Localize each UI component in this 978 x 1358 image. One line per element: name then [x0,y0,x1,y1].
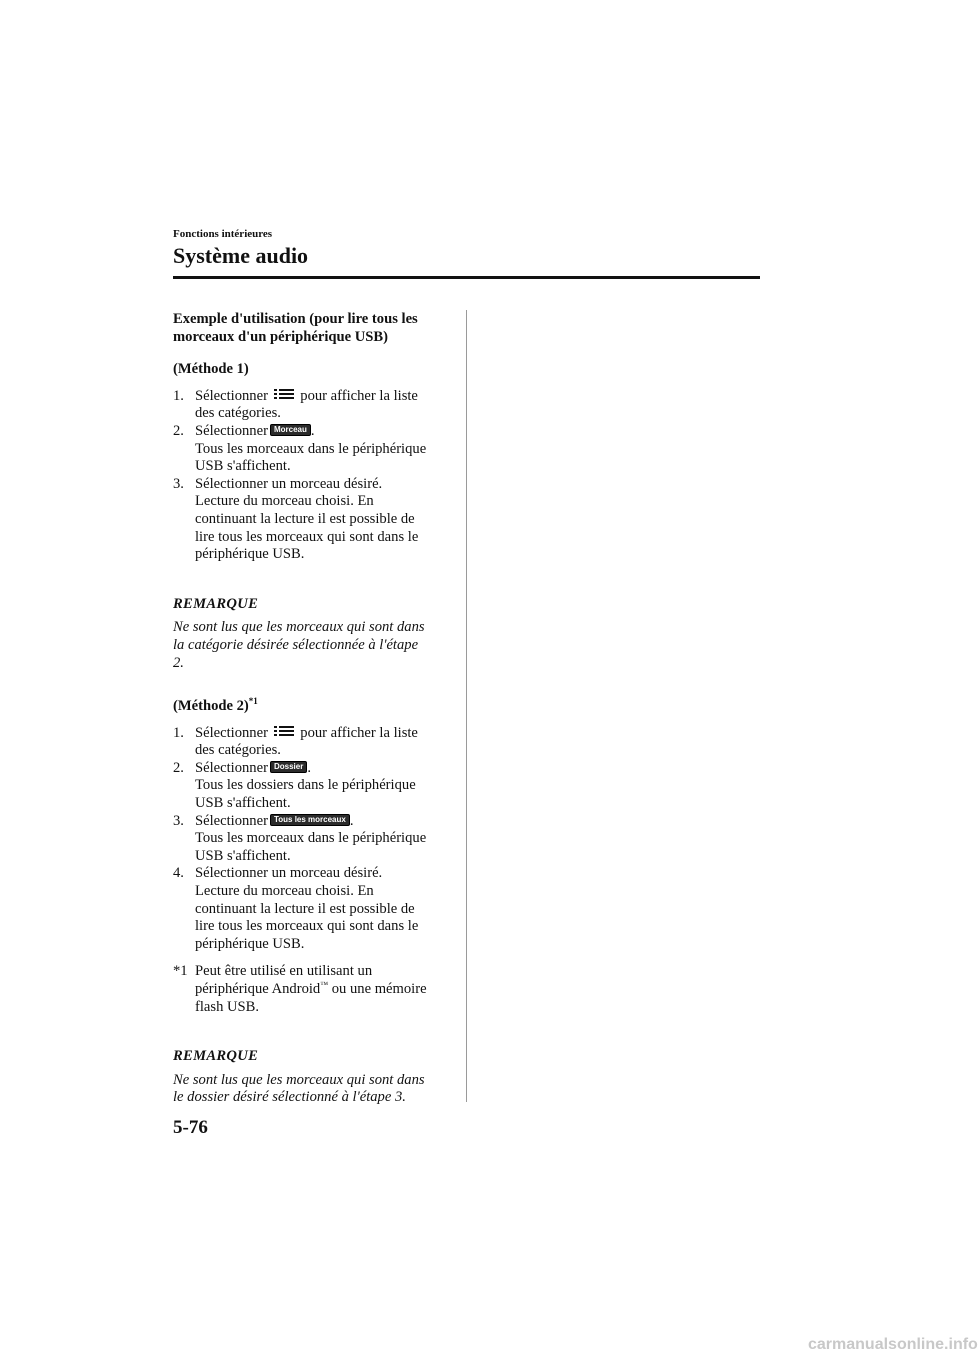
page-number: 5-76 [173,1117,208,1138]
footnote: *1 Peut être utilisé en utilisant un périphérique Android™ ou une mémoire flash USB. [173,963,427,1015]
watermark: carmanualsonline.info [808,1336,978,1353]
note-1-title: REMARQUE [173,595,259,612]
list-icon [274,388,294,401]
note-2-title: REMARQUE [173,1048,259,1065]
method-1-steps [173,388,453,564]
list-item: 3. Sélectionner Tous les morceaux . Tous les morceaux dans le périphérique USB s'affichent. [173,812,427,864]
list-item: 1. Sélectionner pour afficher la liste des catégories. [173,387,418,422]
list-item: 1. Sélectionner pour afficher la liste des catégories. [173,724,418,759]
note-1-text: Ne sont lus que les morceaux qui sont dans la catégorie désirée sélectionnée à l'étape 2. [173,619,425,671]
title-rule [173,276,760,279]
list-item: 2. Sélectionner Morceau . Tous les morceaux dans le périphérique USB s'affichent. [173,422,427,475]
all-songs-button-image: Tous les morceaux [270,814,350,826]
chapter-label: Fonctions intérieures [173,228,273,240]
note-2-text: Ne sont lus que les morceaux qui sont dans le dossier désiré sélectionné à l'étape 3. [173,1071,425,1106]
list-item: 4. Sélectionner un morceau désiré. Lecture du morceau choisi. En continuant la lecture il est possible de lire tous les morceaux qui sont dans le périphérique USB. [173,865,419,952]
method-2-title: (Méthode 2)$^{*1}$ [173,696,258,715]
dossier-button-image: Dossier [270,761,307,773]
list-item: 3. Sélectionner un morceau désiré. Lecture du morceau choisi. En continuant la lecture il est possible de lire tous les morceaux qui sont dans le périphérique USB. [173,475,419,563]
section-title: Système audio [173,243,309,268]
list-icon [274,725,294,738]
list-item: 2. Sélectionner Dossier . Tous les dossiers dans le périphérique USB s'affichent. [173,759,416,812]
morceau-button-image: Morceau [270,424,311,436]
example-heading: Exemple d'utilisation (pour lire tous les morceaux d'un périphérique USB) [173,311,418,345]
left-column [173,311,453,1107]
method-1-title: (Méthode 1) [173,361,249,378]
method-2-steps [173,725,453,954]
column-divider [466,310,467,1102]
